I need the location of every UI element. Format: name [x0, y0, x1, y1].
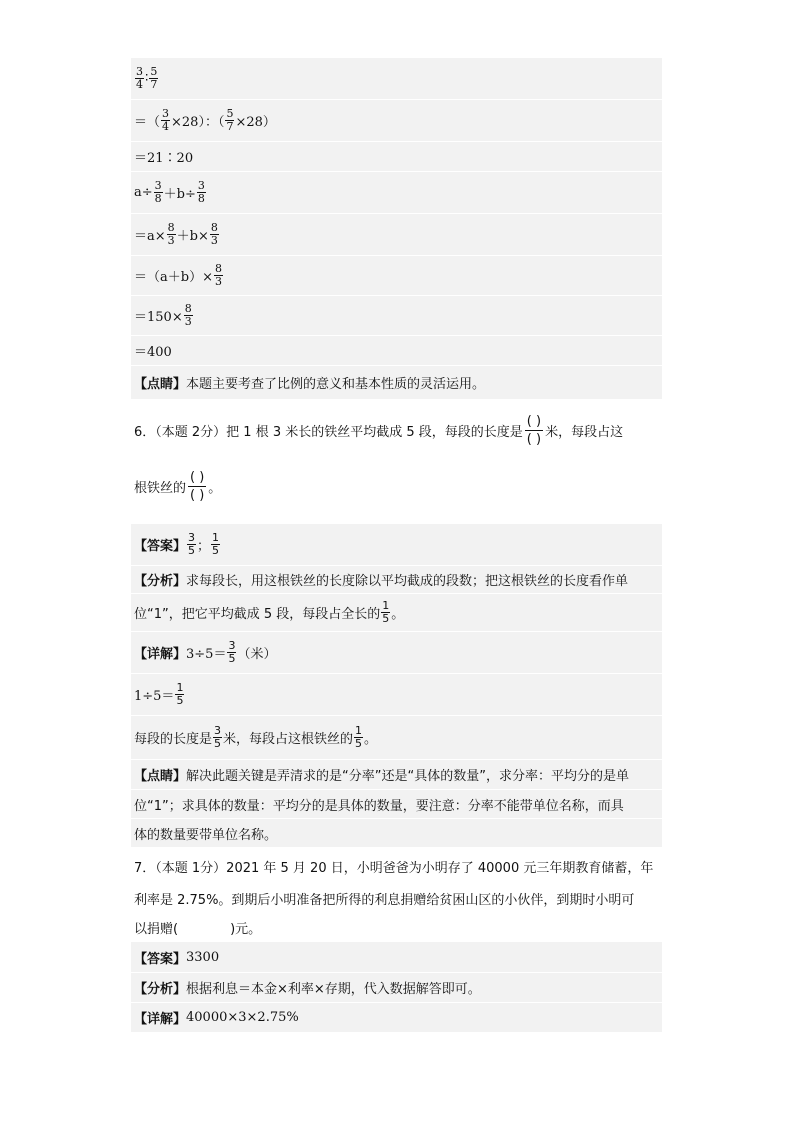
solution-line-6: ＝（a＋b）× $\frac{8}{3}$	[131, 256, 662, 296]
answer-line: 【答案】 3300	[131, 942, 662, 973]
comment-line-3: 体的数量要带单位名称。	[131, 819, 662, 848]
comment-tag: 【点睛】	[134, 769, 187, 784]
answer-tag: 【答案】	[134, 951, 187, 967]
solution-line-4: a÷ $\frac{3}{8}$ ＋b÷ $\frac{3}{8}$	[131, 172, 662, 214]
analysis-line-2: 位“1”，把它平均截成 5 段，每段占全长的 $\frac{1}{5}$ 。	[131, 594, 662, 632]
answer-blank[interactable]: $\frac{( )}{( )}$	[190, 469, 205, 503]
question-6-line-1: 6．（本题 2分）把 1 根 3 米长的铁丝平均截成 5 段，每段的长度是 $\frac{( )}{( )}$ 米，每段占这	[134, 413, 624, 447]
detail-tag: 【详解】	[134, 1012, 187, 1027]
comment-line: 【点睛】 本题主要考查了比例的意义和基本性质的灵活运用。	[131, 366, 662, 400]
document-page	[131, 58, 662, 1033]
solution-line-7: ＝150× $\frac{8}{3}$	[131, 296, 662, 336]
analysis-line: 【分析】 根据利息＝本金×利率×存期，代入数据解答即可。	[131, 973, 662, 1003]
fraction: $\frac{3}{4}$	[136, 65, 143, 91]
analysis-tag: 【分析】	[134, 982, 187, 997]
detail-line: 【详解】 40000×3×2.75%	[131, 1003, 662, 1033]
analysis-tag: 【分析】	[134, 574, 187, 589]
detail-line-2: 1÷5＝ $\frac{1}{5}$	[131, 674, 662, 716]
question-7	[131, 848, 662, 942]
analysis-line-1: 【分析】 求每段长，用这根铁丝的长度除以平均截成的段数；把这根铁丝的长度看作单	[131, 566, 662, 594]
comment-line-1: 【点睛】 解决此题关键是弄清求的是“分率”还是“具体的数量”，求分率：平均分的是单	[131, 760, 662, 790]
solution-line-3: ＝21∶20	[131, 142, 662, 172]
detail-line-1: 【详解】 3÷5＝ $\frac{3}{5}$ （米）	[131, 632, 662, 674]
question-6	[131, 400, 662, 524]
fraction: $\frac{5}{7}$	[150, 65, 158, 91]
solution-line-8: ＝400	[131, 336, 662, 366]
prev-solution-block	[131, 58, 662, 400]
question-7-line-3: 以捐赠( )元。	[134, 921, 262, 937]
solution-line-1: $\frac{3}{4}$ ∶ $\frac{5}{7}$	[131, 58, 662, 100]
detail-tag: 【详解】	[134, 647, 187, 662]
solution-line-2: ＝（ $\frac{3}{4}$ ×28）：（ $\frac{5}{7}$ ×28）	[131, 100, 662, 142]
question-7-solution	[131, 942, 662, 1033]
answer-tag: 【答案】	[134, 539, 187, 554]
question-7-line-2: 利率是 2.75%。到期后小明准备把所得的利息捐赠给贫困山区的小伙伴，到期时小明可	[134, 892, 635, 908]
answer-line: 【答案】 $\frac{3}{5}$ ； $\frac{1}{5}$	[131, 524, 662, 566]
comment-tag: 【点睛】	[134, 377, 187, 392]
solution-line-5: ＝a× $\frac{8}{3}$ ＋b× $\frac{8}{3}$	[131, 214, 662, 256]
question-6-line-2: 根铁丝的 $\frac{( )}{( )}$ 。	[134, 469, 222, 503]
comment-line-2: 位“1”；求具体的数量：平均分的是具体的数量，要注意：分率不能带单位名称，而具	[131, 790, 662, 819]
summary-line: 每段的长度是 $\frac{3}{5}$ 米，每段占这根铁丝的 $\frac{1}{5}$ 。	[131, 716, 662, 760]
question-7-line-1: 7．（本题 1分）2021 年 5 月 20 日，小明爸爸为小明存了 40000 元三年期教育储蓄，年	[134, 860, 654, 876]
question-6-solution	[131, 524, 662, 848]
answer-blank[interactable]: $\frac{( )}{( )}$	[526, 413, 542, 447]
